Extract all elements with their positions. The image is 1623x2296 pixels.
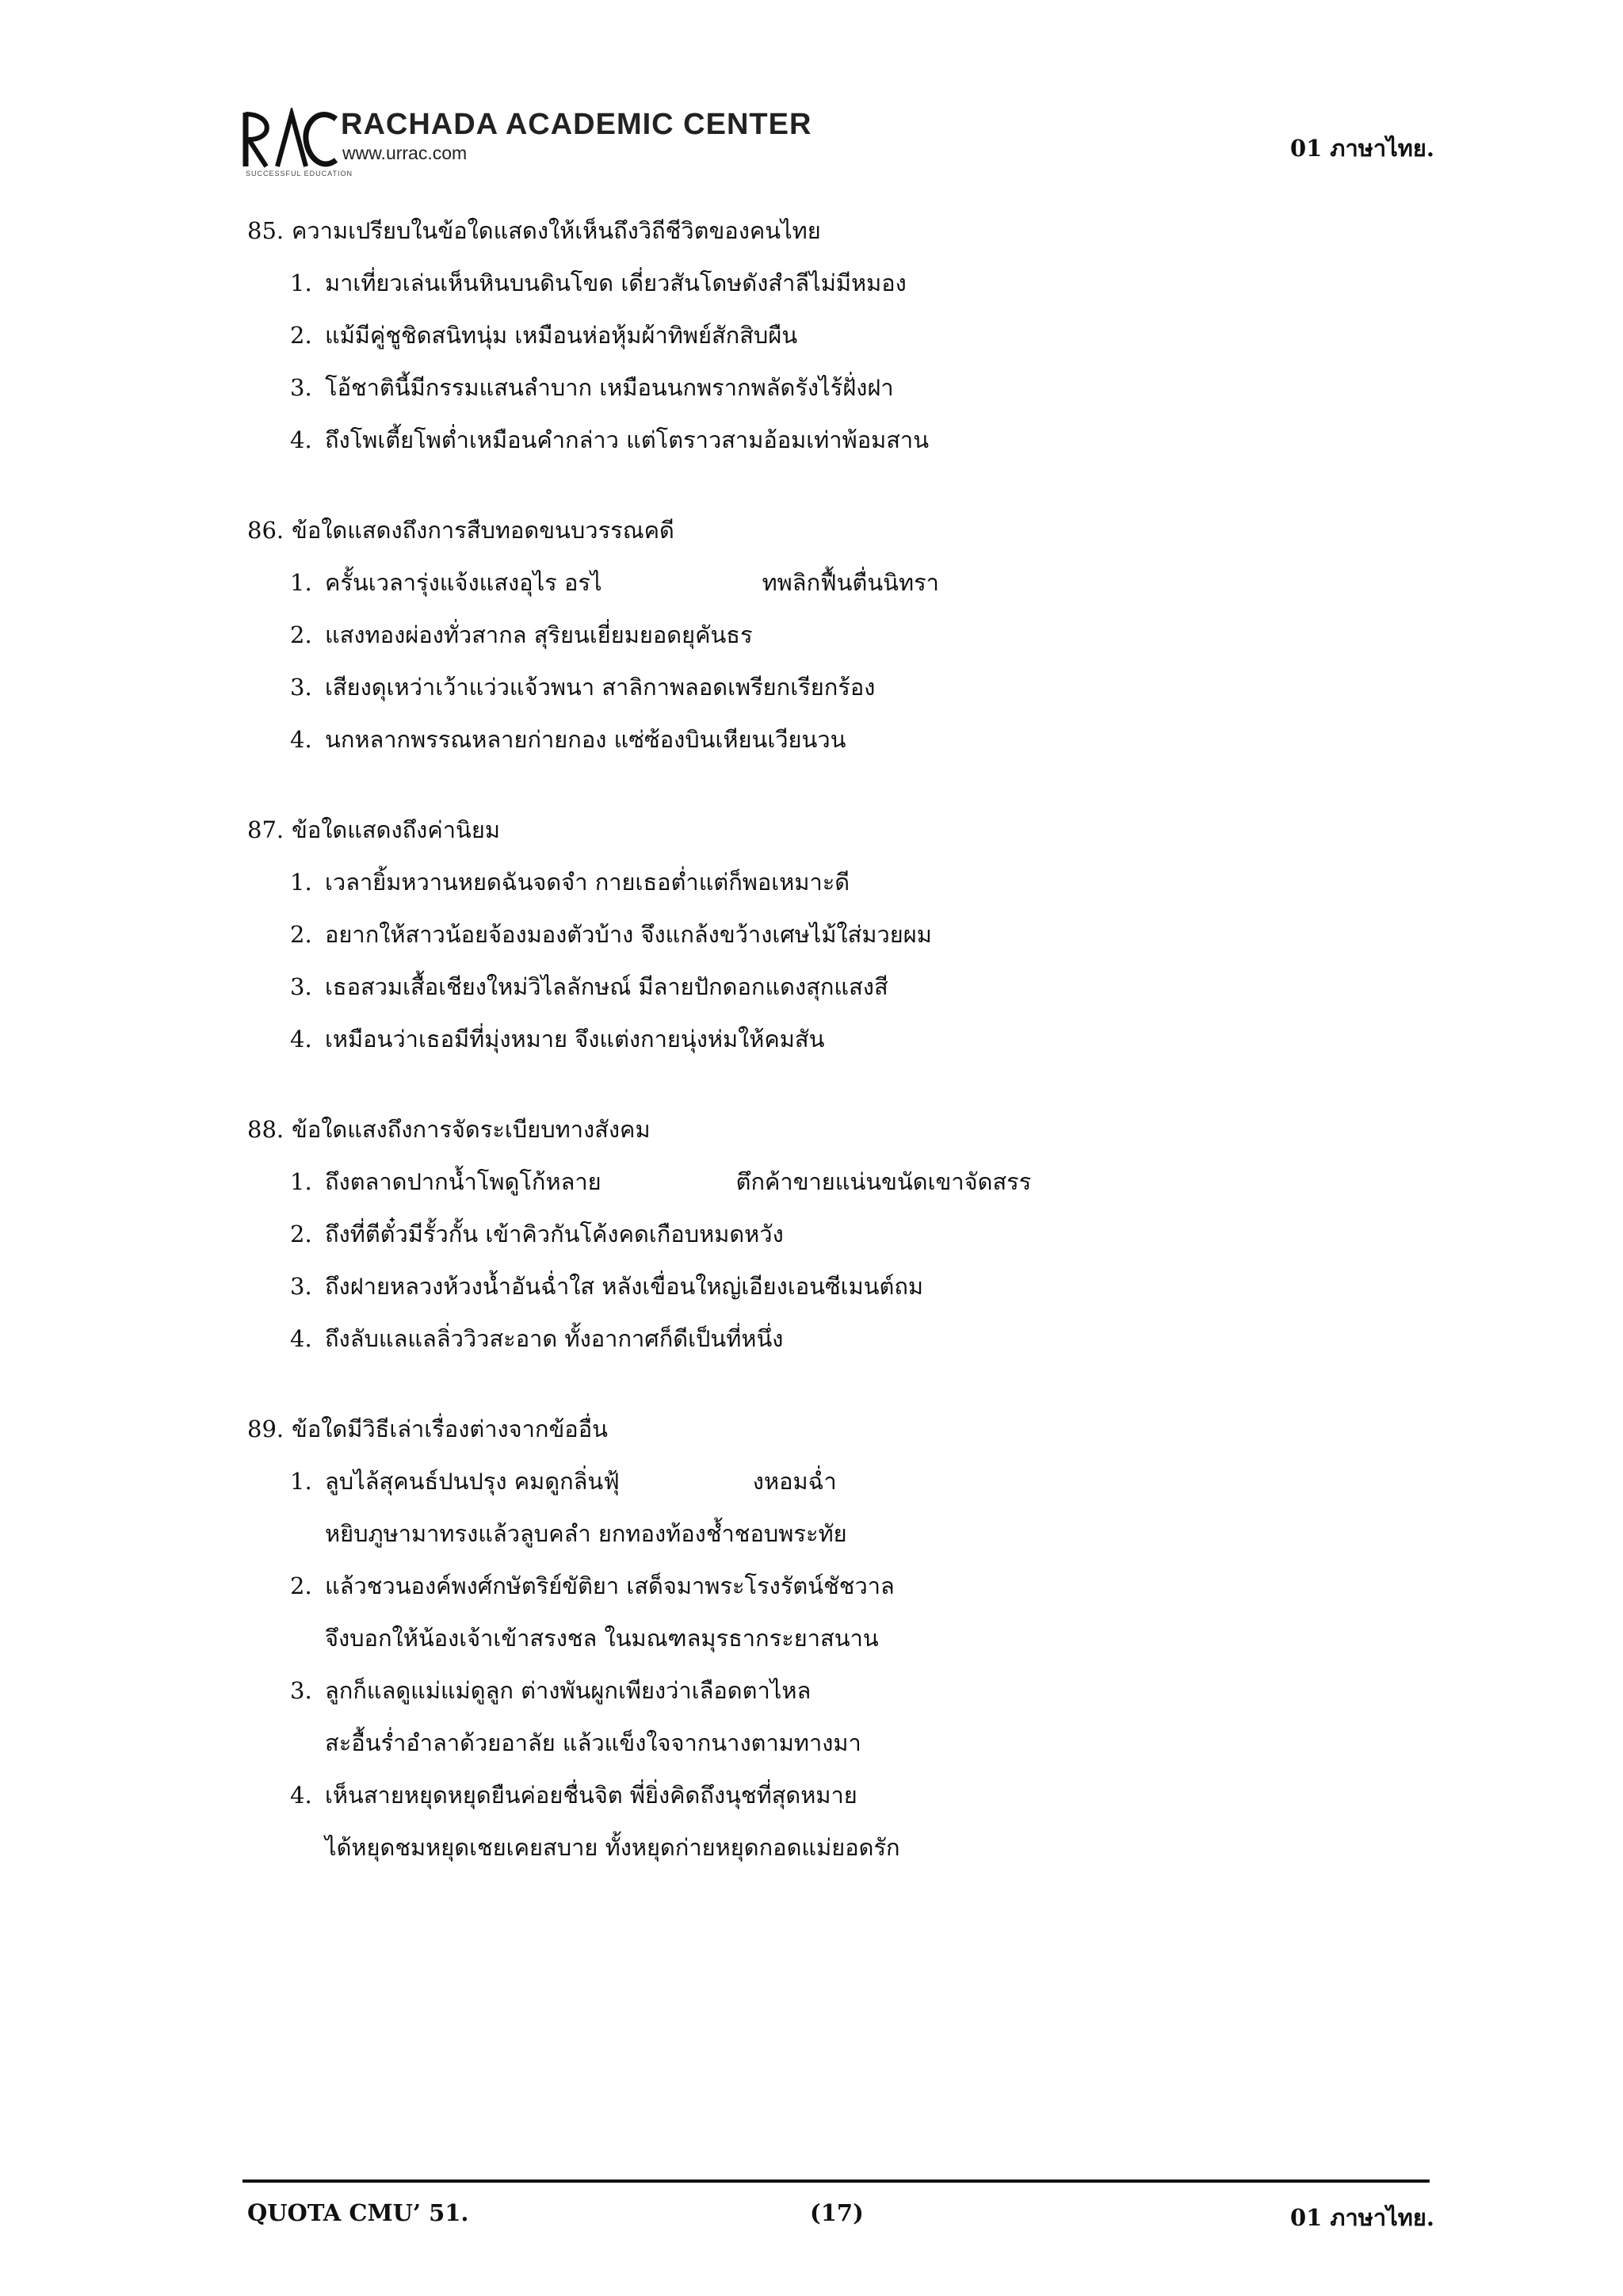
choice-item [290,1208,1436,1260]
choice-number: 3. [290,1677,312,1704]
choice-line [290,661,1436,713]
choice-item [290,1560,1436,1664]
choice-line [290,1717,1436,1769]
choice-text: ทพลิกฟื้นตื่นนิทรา [762,569,939,596]
choice-line [290,361,1436,414]
choice-item [290,361,1436,414]
question-item [247,204,1436,466]
question-stem [247,1403,1436,1455]
choice-item [290,1156,1436,1208]
choice-text: โอ้ชาตินี้มีกรรมแสนลำบาก เหมือนนกพรากพลัดรังไร้ฝั่งฝา [325,374,894,401]
choice-item [290,309,1436,361]
choice-text: แสงทองผ่องทั่วสากล สุริยนเยี่ยมยอดยุคันธร [325,621,753,648]
question-text: ข้อใดแสงถึงการจัดระเบียบทางสังคม [292,1116,651,1143]
choice-line [290,1507,1436,1560]
brand-tagline: SUCCESSFUL EDUCATION [246,170,353,178]
choice-item [290,1664,1436,1769]
choice-item [290,661,1436,713]
choice-text: เวลายิ้มหวานหยดฉันจดจำ กายเธอต่ำแต่ก็พอเหมาะดี [325,869,850,896]
choice-number: 4. [290,426,312,453]
choice-number: 3. [290,1273,312,1300]
rac-logo [242,108,812,179]
choice-item [290,961,1436,1013]
question-number: 86. [247,517,285,544]
header-subject: 01 ภาษาไทย. [1289,135,1434,162]
choice-number: 4. [290,1325,312,1352]
choice-item [290,1312,1436,1365]
choice-text: ลูกก็แลดูแม่แม่ดูลูก ต่างพันผูกเพียงว่าเลือดตาไหล [325,1677,812,1704]
choice-number: 2. [290,1572,312,1599]
choice-text: แล้วชวนองค์พงศ์กษัตริย์ขัติยา เสด็จมาพระโรงรัตน์ชัชวาล [325,1572,895,1599]
choice-item [290,556,1436,609]
choice-item [290,856,1436,908]
choice-line [290,1208,1436,1260]
choice-number: 2. [290,621,312,648]
choice-line [290,556,1436,609]
footer-page-number: (17) [810,2199,864,2226]
choice-text: นกหลากพรรณหลายก่ายกอง แซ่ซ้องบินเหียนเวียนวน [325,726,846,753]
choice-line [290,1312,1436,1365]
question-stem [247,504,1436,556]
choice-line [290,1455,1436,1507]
choice-number: 1. [290,1168,312,1195]
choice-line [290,309,1436,361]
choice-line [290,1260,1436,1312]
choice-number: 4. [290,726,312,753]
choice-number: 4. [290,1026,312,1052]
choice-text: ได้หยุดชมหยุดเชยเคยสบาย ทั้งหยุดก่ายหยุดกอดแม่ยอดรัก [325,1834,900,1861]
choice-line [290,257,1436,309]
choice-text: ถึงฝายหลวงห้วงน้ำอันฉ่ำใส หลังเขื่อนใหญ่เอียงเอนซีเมนต์ถม [325,1273,924,1300]
choice-item [290,713,1436,766]
question-number: 88. [247,1116,285,1143]
question-number: 89. [247,1415,285,1442]
choice-number: 1. [290,1468,312,1495]
rac-logo-mark-icon [242,108,339,171]
questions-list [247,204,1436,1912]
choice-text: ครั้นเวลารุ่งแจ้งแสงอุไร อรไ [325,569,602,596]
choice-number: 1. [290,269,312,296]
choice-text: ตึกค้าขายแน่นขนัดเขาจัดสรร [735,1168,1032,1195]
choice-number: 3. [290,674,312,701]
choice-text: งหอมฉ่ำ [752,1468,837,1495]
choice-line [290,1821,1436,1874]
choice-line [290,961,1436,1013]
choice-text: ถึงตลาดปากน้ำโพดูโก้หลาย [325,1168,601,1195]
choice-line [290,856,1436,908]
question-item [247,504,1436,766]
choice-number: 3. [290,973,312,1000]
choice-line [290,414,1436,466]
question-text: ข้อใดมีวิธีเล่าเรื่องต่างจากข้ออื่น [292,1415,608,1442]
choice-text: มาเที่ยวเล่นเห็นหินบนดินโขด เดี่ยวสันโดษดังสำลีไม่มีหมอง [325,269,907,296]
choice-text: ลูบไล้สุคนธ์ปนปรุง คมดูกลิ่นฟุ้ [325,1468,620,1495]
choice-item [290,908,1436,961]
question-item [247,804,1436,1065]
choice-number: 4. [290,1782,312,1809]
choice-text: เธอสวมเสื้อเชียงใหม่วิไลลักษณ์ มีลายปักดอกแดงสุกแสงสี [325,973,888,1000]
question-item [247,1103,1436,1365]
choice-item [290,609,1436,661]
choice-line [290,609,1436,661]
footer-subject: 01 ภาษาไทย. [1289,2204,1434,2231]
choice-item [290,1013,1436,1065]
choice-line [290,1560,1436,1612]
choice-text: เสียงดุเหว่าเว้าแว่วแจ้วพนา สาลิกาพลอดเพรียกเรียกร้อง [325,674,876,701]
choice-text: จึงบอกให้น้องเจ้าเข้าสรงชล ในมณฑลมุรธากระยาสนาน [325,1625,879,1652]
choice-line [290,1013,1436,1065]
footer-divider [242,2179,1430,2183]
brand-url: www.urrac.com [342,143,468,163]
choice-line [290,908,1436,961]
question-stem [247,804,1436,856]
question-item [247,1403,1436,1874]
choice-number: 3. [290,374,312,401]
choice-line [290,1156,1436,1208]
choice-line [290,713,1436,766]
choice-number: 2. [290,1221,312,1247]
question-text: ข้อใดแสดงถึงค่านิยม [292,816,500,843]
choice-item [290,1769,1436,1874]
brand-name: RACHADA ACADEMIC CENTER [341,108,812,141]
choice-item [290,257,1436,309]
choice-text: แม้มีคู่ชูชิดสนิทนุ่ม เหมือนห่อหุ้มผ้าทิพย์สักสิบผืน [325,322,798,349]
choice-text: เห็นสายหยุดหยุดยืนค่อยชื่นจิต พี่ยิ่งคิดถึงนุชที่สุดหมาย [325,1782,857,1809]
question-number: 85. [247,217,285,244]
choice-text: ถึงที่ตีตั๋วมีรั้วกั้น เข้าคิวกันโค้งคดเกือบหมดหวัง [325,1221,784,1247]
question-text: ความเปรียบในข้อใดแสดงให้เห็นถึงวิถีชีวิตของคนไทย [292,217,821,244]
choice-item [290,1455,1436,1560]
question-text: ข้อใดแสดงถึงการสืบทอดขนบวรรณคดี [292,517,674,544]
footer-exam-name: QUOTA CMU’ 51. [247,2199,469,2226]
choice-line [290,1612,1436,1664]
question-stem [247,204,1436,257]
choice-number: 1. [290,869,312,896]
choice-text: อยากให้สาวน้อยจ้องมองตัวบ้าง จึงแกล้งขว้างเศษไม้ใส่มวยผม [325,921,932,948]
choice-text: หยิบภูษามาทรงแล้วลูบคลำ ยกทองท้องช้ำชอบพระทัย [325,1520,847,1547]
choice-text: ถึงโพเตี้ยโพต่ำเหมือนคำกล่าว แต่โตราวสามอ้อมเท่าพ้อมสาน [325,426,930,453]
choice-number: 2. [290,322,312,349]
choice-item [290,414,1436,466]
question-stem [247,1103,1436,1156]
choice-line [290,1769,1436,1821]
choice-text: สะอื้นร่ำอำลาด้วยอาลัย แล้วแข็งใจจากนางตามทางมา [325,1729,861,1756]
choice-number: 1. [290,569,312,596]
question-number: 87. [247,816,285,843]
choice-number: 2. [290,921,312,948]
choice-text: เหมือนว่าเธอมีที่มุ่งหมาย จึงแต่งกายนุ่งห่มให้คมสัน [325,1026,825,1052]
choice-line [290,1664,1436,1717]
choice-item [290,1260,1436,1312]
choice-text: ถึงลับแลแลลิ่ววิวสะอาด ทั้งอากาศก็ดีเป็นที่หนึ่ง [325,1325,784,1352]
